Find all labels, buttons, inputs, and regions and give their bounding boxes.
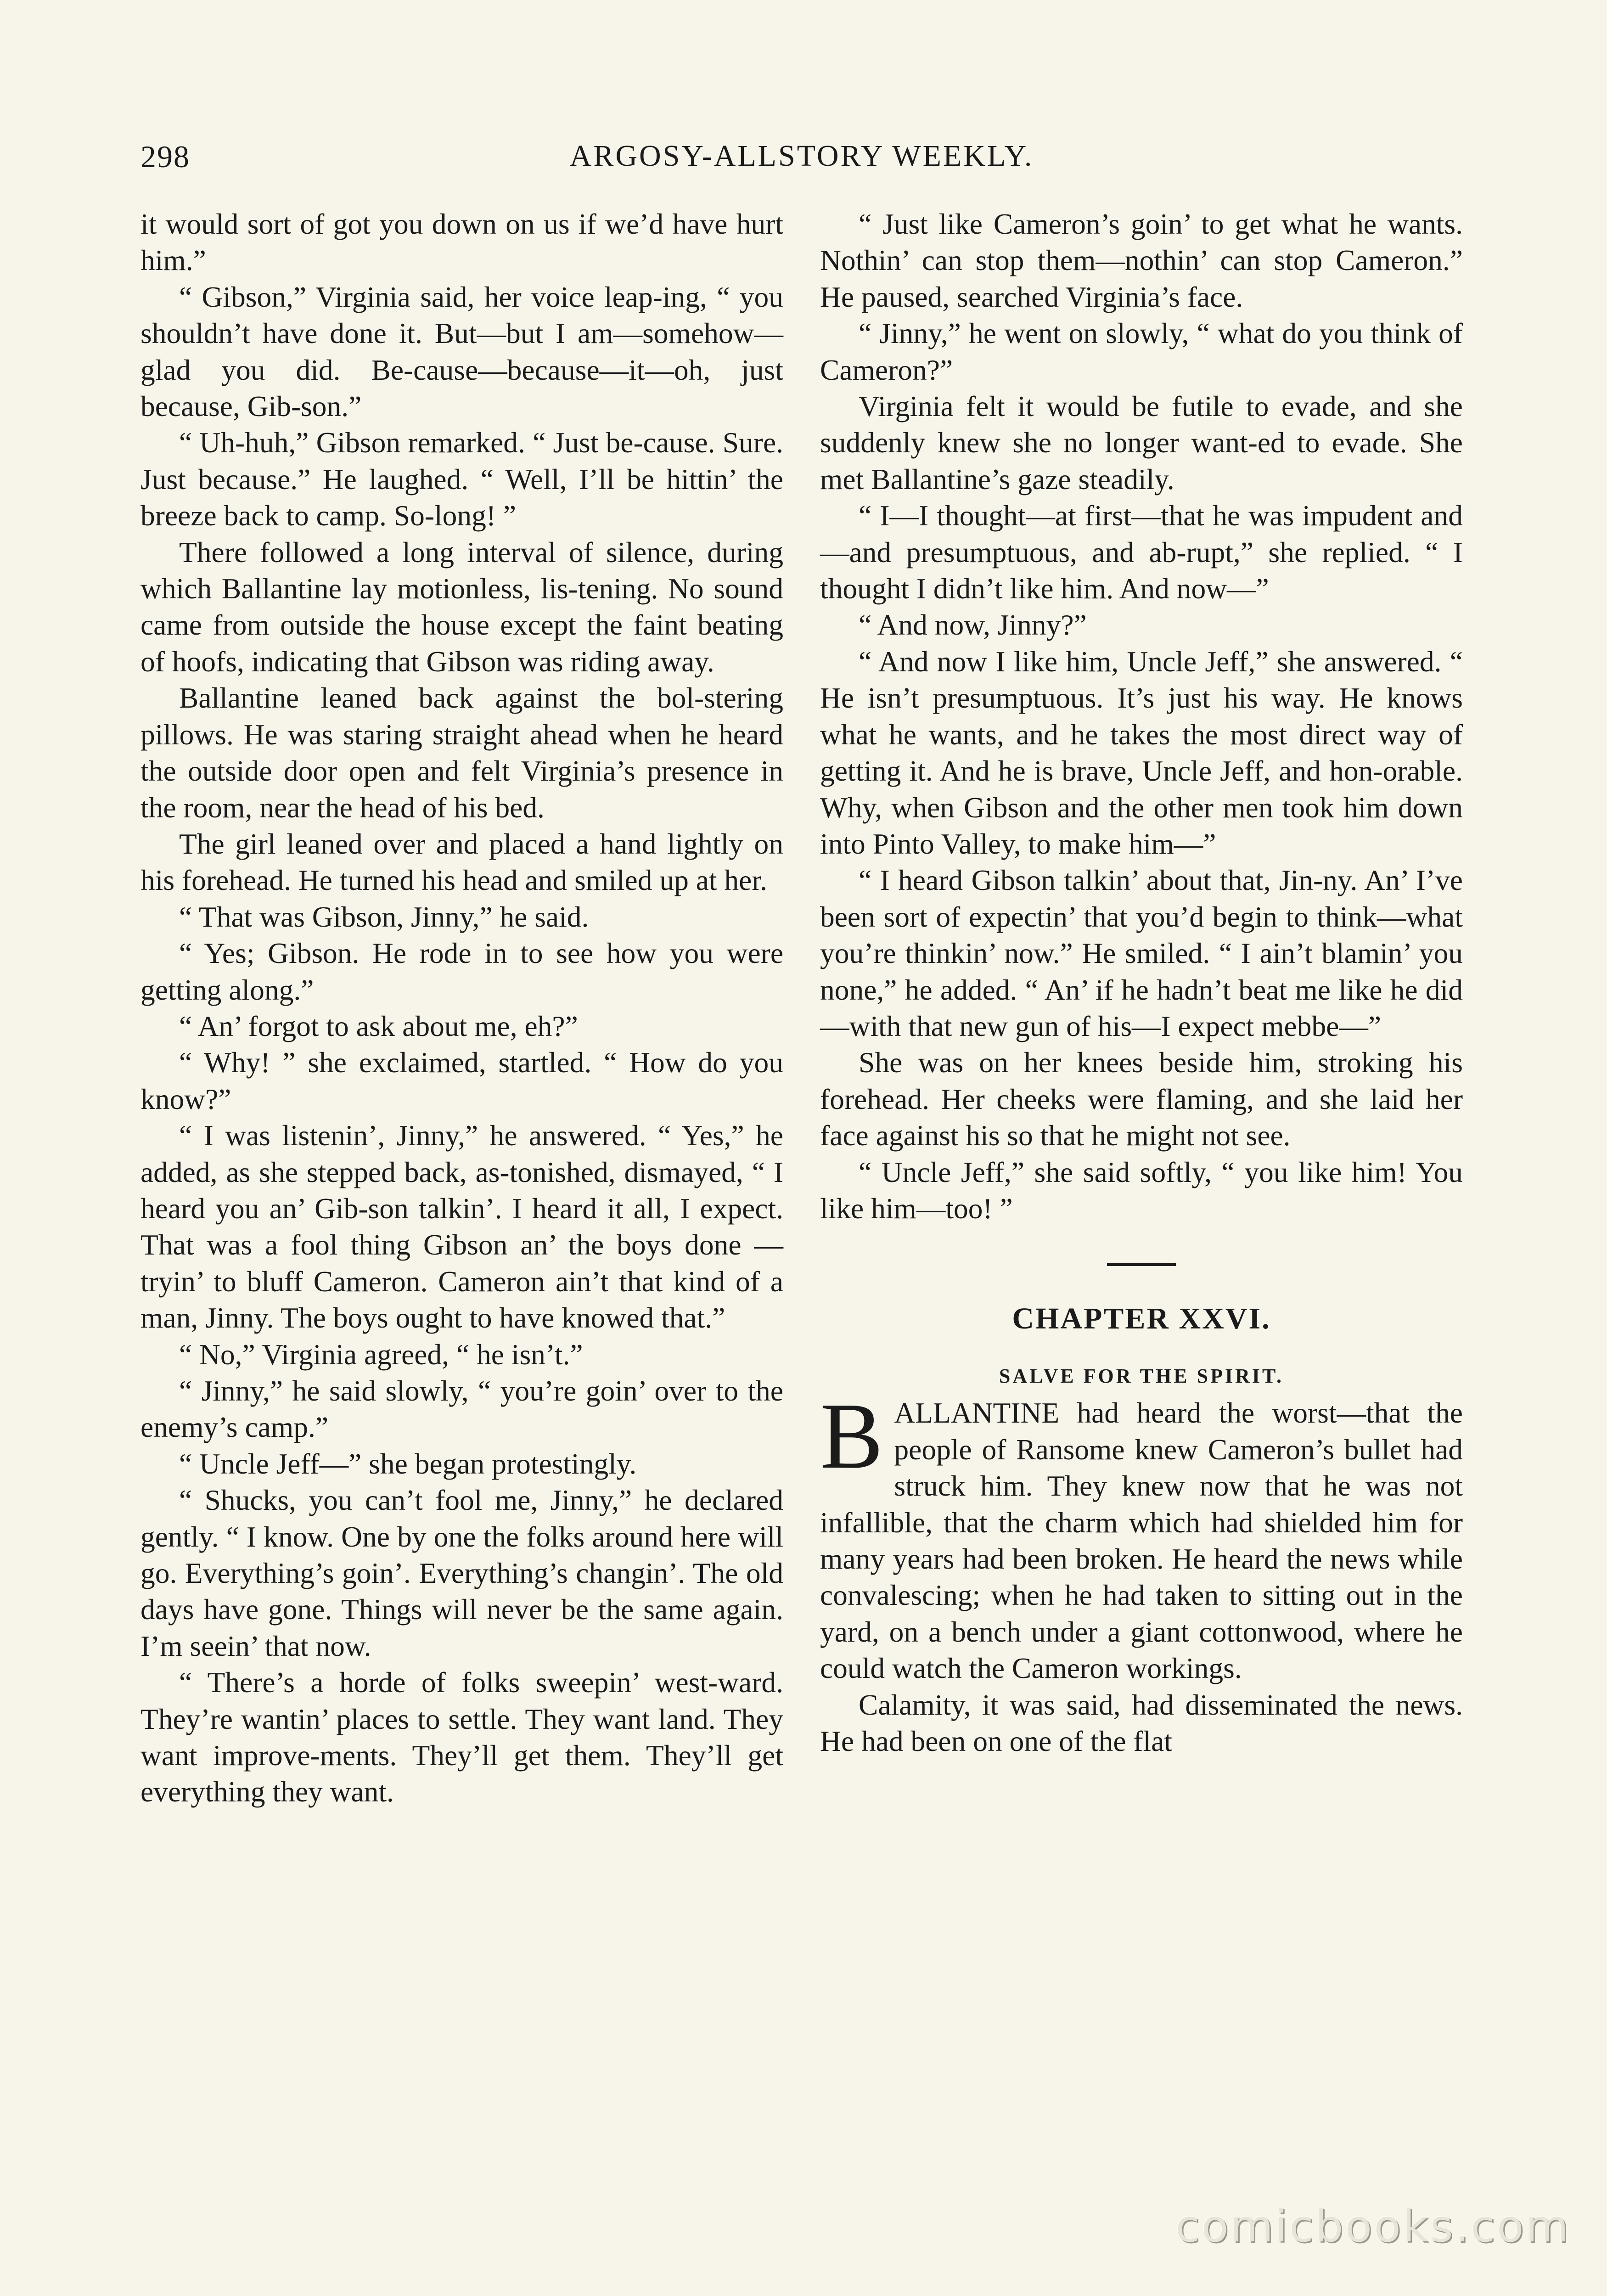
paragraph: “ Gibson,” Virginia said, her voice leap-ing, “ you shouldn’t have done it. But—but I am—somehow—glad you did. Be-cause—because—it—oh, just because, Gib-son.” — [140, 280, 783, 423]
paragraph: it would sort of got you down on us if we’d have hurt him.” — [140, 208, 783, 277]
paragraph: “ And now, Jinny?” — [859, 608, 1087, 642]
paragraph: Calamity, it was said, had disseminated the news. He had been on one of the flat — [820, 1688, 1463, 1758]
section-divider — [1107, 1263, 1176, 1266]
chapter-first-paragraph — [820, 1383, 1463, 1686]
watermark: comicbooks.com — [1175, 2200, 1570, 2252]
left-column — [140, 206, 783, 1810]
paragraph: Virginia felt it would be futile to evade, and she suddenly knew she no longer want-ed to evade. She met Ballantine’s gaze steadily. — [820, 390, 1463, 495]
page-header — [140, 139, 1463, 189]
chapter-heading: CHAPTER XXVI. — [1012, 1302, 1271, 1336]
paragraph: “ An’ forgot to ask about me, eh?” — [179, 1009, 578, 1042]
paragraph: The girl leaned over and placed a hand lightly on his forehead. He turned his head and smiled up at her. — [140, 827, 783, 897]
paragraph: “ Jinny,” he went on slowly, “ what do you think of Cameron?” — [820, 317, 1463, 386]
paragraph: “ Shucks, you can’t fool me, Jinny,” he declared gently. “ I know. One by one the folks around here will go. Everything’s goin’. Everything’s changin’. The old days have gone. Things will never be the same again. I’m seein’ that now. — [140, 1484, 783, 1662]
page-number: 298 — [140, 139, 190, 174]
paragraph: “ I was listenin’, Jinny,” he answered. “ Yes,” he added, as she stepped back, as-tonished, dismayed, “ I heard you an’ Gib-son talkin’. I heard it all, I expect. That was a fool thing Gibson an’ the boys done —tryin’ to bluff Cameron. Cameron ain’t that kind of a man, Jinny. The boys ought to have knowed that.” — [140, 1119, 783, 1334]
paragraph: She was on her knees beside him, stroking his forehead. Her cheeks were flaming, and she laid her face against his so that he might not see. — [820, 1046, 1463, 1152]
paragraph: “ Uncle Jeff,” she said softly, “ you like him! You like him—too! ” — [820, 1155, 1463, 1225]
paragraph: “ Jinny,” he said slowly, “ you’re goin’ over to the enemy’s camp.” — [140, 1374, 783, 1444]
paragraph: “ Just like Cameron’s goin’ to get what he wants. Nothin’ can stop them—nothin’ can stop Cameron.” He paused, searched Virginia’s face. — [820, 208, 1463, 313]
right-column — [820, 206, 1463, 1759]
paragraph: “ Uh-huh,” Gibson remarked. “ Just be-cause. Sure. Just because.” He laughed. “ Well, I’ll be hittin’ the breeze back to camp. So-long! ” — [140, 426, 783, 532]
drop-cap: B — [820, 1383, 883, 1489]
paragraph: “ Yes; Gibson. He rode in to see how you were getting along.” — [140, 937, 783, 1006]
chapter-subtitle: SALVE FOR THE SPIRIT. — [999, 1365, 1284, 1388]
paragraph: “ There’s a horde of folks sweepin’ west-ward. They’re wantin’ places to settle. They want land. They want improve-ments. They’ll get them. They’ll get everything they want. — [140, 1666, 783, 1808]
paragraph: “ That was Gibson, Jinny,” he said. — [179, 900, 589, 933]
paragraph: “ Uncle Jeff—” she began protestingly. — [179, 1447, 637, 1480]
paragraph: “ Why! ” she exclaimed, startled. “ How do you know?” — [140, 1046, 783, 1115]
paragraph: “ I heard Gibson talkin’ about that, Jin-ny. An’ I’ve been sort of expectin’ that you’d begin to think—what you’re thinkin’ now.” He smiled. “ I ain’t blamin’ you none,” he added. “ An’ if he hadn’t beat me like he did—with that new gun of his—I expect mebbe—” — [820, 864, 1463, 1042]
paragraph: “ And now I like him, Uncle Jeff,” she answered. “ He isn’t presumptuous. It’s just his way. He knows what he wants, and he takes the most direct way of getting it. And he is brave, Uncle Jeff, and hon-orable. Why, when Gibson and the other men took him down into Pinto Valley, to make him—” — [820, 645, 1463, 860]
first-paragraph-text: ALLANTINE had heard the worst—that the people of Ransome knew Cameron’s bullet had struck him. They knew now that he was not infallible, that the charm which had shielded him for many years had been broken. He heard the news while convalescing; when he had taken to sitting out in the yard, on a bench under a giant cottonwood, where he could watch the Cameron workings. — [820, 1396, 1463, 1685]
paragraph: Ballantine leaned back against the bol-stering pillows. He was staring straight ahead when he heard the outside door open and felt Virginia’s presence in the room, near the head of his bed. — [140, 681, 783, 824]
paragraph: “ No,” Virginia agreed, “ he isn’t.” — [179, 1338, 583, 1371]
paragraph: “ I—I thought—at first—that he was impudent and—and presumptuous, and ab-rupt,” she replied. “ I thought I didn’t like him. And now—” — [820, 499, 1463, 605]
running-title: ARGOSY-ALLSTORY WEEKLY. — [569, 139, 1034, 173]
paragraph: There followed a long interval of silence, during which Ballantine lay motionless, lis-tening. No sound came from outside the house except the faint beating of hoofs, indicating that Gibson was riding away. — [140, 535, 783, 678]
